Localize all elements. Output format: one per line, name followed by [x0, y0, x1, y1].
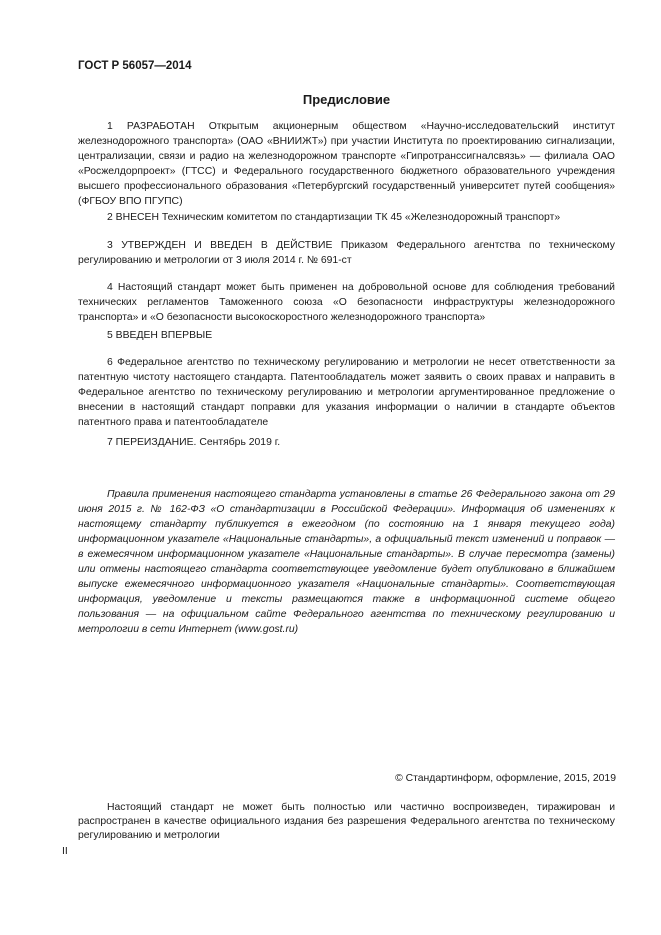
foreword-item-6: 6 Федеральное агентство по техническому регулированию и метрологии не несет ответственности за патентную чистоту настоящего стандарта. Патентообладатель может заявить о своих правах и направить в Федеральное агентство по техническому регулированию и метрологии аргументированное предложение о внесении в настоящий стандарт поправки для указания информации о наличии в стандарте объектов патентного права и патентообладателе [78, 357, 615, 428]
page-title: Предисловие [302, 92, 391, 107]
foreword-item-1: 1 РАЗРАБОТАН Открытым акционерным обществом «Научно-исследовательский институт железнодорожного транспорта» (ОАО «ВНИИЖТ») при участии Института по проектированию сигнализации, централизации, связи и радио на железнодорожном транспорте «Гипротранссигналсвязь» — филиала ОАО «Росжелдорпроект» (ГТСС) и Федерального государственного бюджетного образовательного учреждения высшего профессионального образования «Петербургский государственный университет путей сообщения» (ФГБОУ ВПО ПГУПС) [78, 121, 615, 207]
copyright-line: © Стандартинформ, оформление, 2015, 2019 [395, 773, 616, 784]
reproduction-notice: Настоящий стандарт не может быть полностью или частично воспроизведен, тиражирован и распространен в качестве официального издания без разрешения Федерального агентства по техническому регулированию и метрологии [78, 802, 615, 841]
page-number: II [62, 846, 68, 857]
application-rules-notice: Правила применения настоящего стандарта установлены в статье 26 Федерального закона от 29 июня 2015 г. № 162-ФЗ «О стандартизации в Российской Федерации». Информация об изменениях к настоящему стандарту публикуется в ежегодном (по состоянию на 1 января текущего года) информационном указателе «Национальные стандарты», а официальный текст изменений и поправок — в ежемесячном информационном указателе «Национальные стандарты». В случае пересмотра (замены) или отмены настоящего стандарта соответствующее уведомление будет опубликовано в ближайшем выпуске ежемесячного информационного указателя «Национальные стандарты». Соответствующая информация, уведомление и тексты размещаются также в информационной системе общего пользования — на официальном сайте Федерального агентства по техническому регулированию и метрологии в сети Интернет (www.gost.ru) [78, 489, 615, 635]
foreword-item-3: 3 УТВЕРЖДЕН И ВВЕДЕН В ДЕЙСТВИЕ Приказом Федерального агентства по техническому регулированию и метрологии от 3 июля 2014 г. № 691-ст [78, 240, 615, 266]
document-code: ГОСТ Р 56057—2014 [78, 60, 192, 72]
foreword-item-4: 4 Настоящий стандарт может быть применен на добровольной основе для соблюдения требований технических регламентов Таможенного союза «О безопасности инфраструктуры железнодорожного транспорта» и «О безопасности высокоскоростного железнодорожного транспорта» [78, 282, 615, 323]
foreword-item-5: 5 ВВЕДЕН ВПЕРВЫЕ [107, 330, 213, 341]
foreword-item-7: 7 ПЕРЕИЗДАНИЕ. Сентябрь 2019 г. [107, 437, 281, 448]
foreword-item-2: 2 ВНЕСЕН Техническим комитетом по стандартизации ТК 45 «Железнодорожный транспорт» [107, 212, 561, 223]
